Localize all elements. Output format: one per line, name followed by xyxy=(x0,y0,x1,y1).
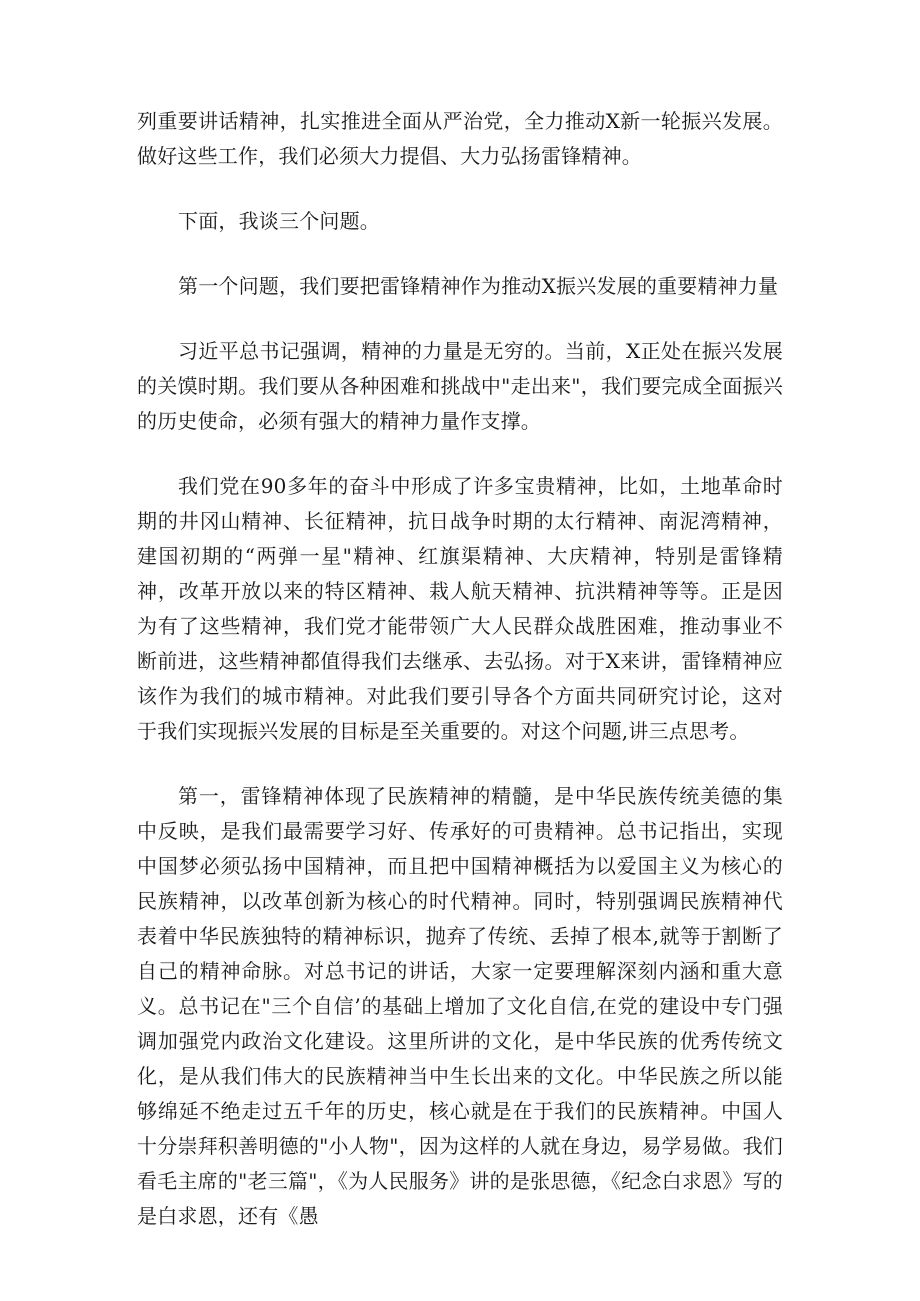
paragraph-intro: 下面，我谈三个问题。 xyxy=(178,209,380,233)
paragraph-body: 第一，雷锋精神体现了民族精神的精髓，是中华民族传统美德的集中反映，是我们最需要学习好、传承好的可贵精神。总书记指出，实现中国梦必须弘扬中国精神，而且把中国精神概括为以爱国主义为核心的民族精神，以改革创新为核心的时代精神。同时，特别强调民族精神代表着中华民族独特的精神标识，抛弃了传统、丢掉了根本,就等于割断了自己的精神命脉。对总书记的讲话，大家一定要理解深刻内涵和重大意义。总书记在"三个自信’的基础上增加了文化自信,在党的建设中专门强调加强党内政治文化建设。这里所讲的文化，是中华民族的优秀传统文化，是从我们伟大的民族精神当中生长出来的文化。中华民族之所以能够绵延不绝走过五千年的历史，核心就是在于我们的民族精神。中国人十分崇拜积善明德的"小人物"，因为这样的人就在身边，易学易做。我们看毛主席的"老三篇"，《为人民服务》讲的是张思德，《纪念白求恩》写的是白求恩，还有《愚 xyxy=(137,784,783,1228)
document-body xyxy=(137,104,783,1234)
section-heading: 第一个问题，我们要把雷锋精神作为推动X振兴发展的重要精神力量 xyxy=(178,274,779,298)
paragraph-body: 习近平总书记强调，精神的力量是无穷的。当前，X正处在振兴发展的关馍时期。我们要从各种困难和挑战中"走出来"，我们要完成全面振兴的历史使命，必须有强大的精神力量作支撑。 xyxy=(137,339,783,433)
paragraph-continuation: 列重要讲话精神，扎实推进全面从严治党，全力推动X新一轮振兴发展。做好这些工作，我们必须大力提倡、大力弘扬雷锋精神。 xyxy=(137,109,783,168)
paragraph-body: 我们党在90多年的奋斗中形成了许多宝贵精神，比如，土地革命时期的井冈山精神、长征精神，抗日战争时期的太行精神、南泥湾精神，建国初期的“两弹一星"精神、红旗渠精神、大庆精神，特别是雷锋精神，改革开放以来的特区精神、栽人航天精神、抗洪精神等等。正是因为有了这些精神，我们党才能带领广大人民群众战胜困难，推动事业不断前进，这些精神都值得我们去继承、去弘扬。对于X来讲，雷锋精神应该作为我们的城市精神。对此我们要引导各个方面共同研究讨论，这对于我们实现振兴发展的目标是至关重要的。对这个问题,讲三点思考。 xyxy=(137,474,783,743)
